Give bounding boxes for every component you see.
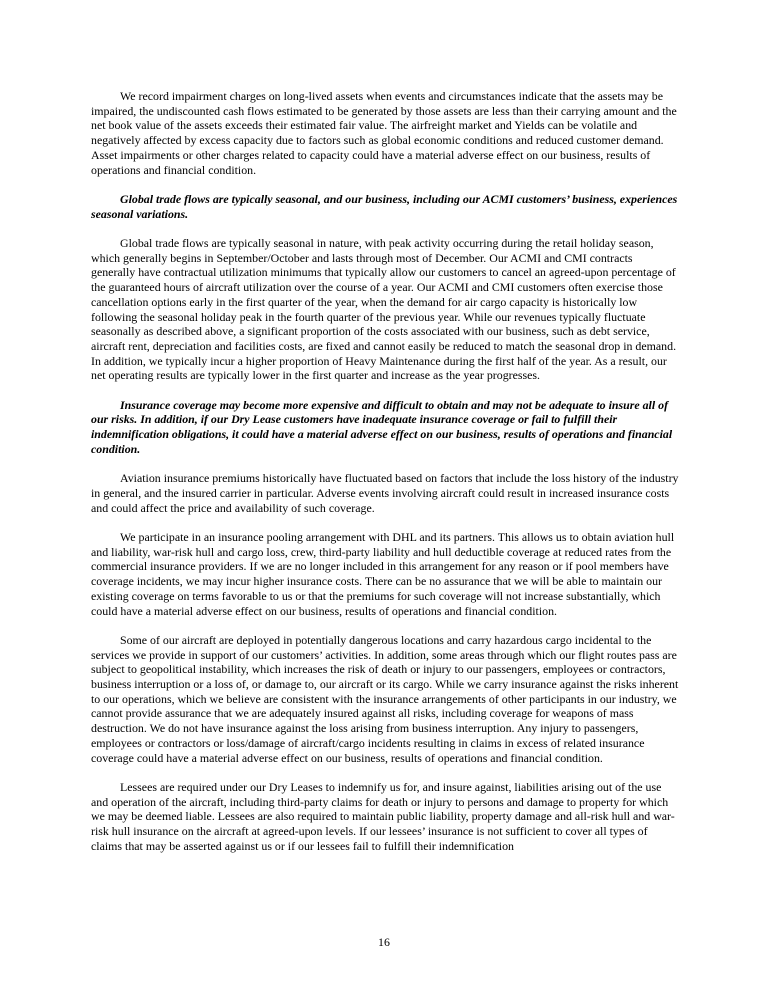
paragraph-dangerous-locations: Some of our aircraft are deployed in potentially dangerous locations and carry hazardous cargo incidental to the services we provide in support of our customers’ activities. In addition, some areas through which our flight routes pass are subject to geopolitical instability, which increases the risk of death or injury to our passengers, employees or contractors, business interruption or a loss of, or damage to, our aircraft or its cargo. While we carry insurance against the risks inherent to our operations, which we believe are consistent with the insurance arrangements of other participants in our industry, we cannot provide assurance that we are adequately insured against all risks, including coverage for weapons of mass destruction. We do not have insurance against the loss arising from business interruption. Any injury to passengers, employees or contractors or loss/damage of aircraft/cargo incidents resulting in claims in excess of related insurance coverage could have a material adverse effect on our business, results of operations and financial condition. bbox=[91, 632, 679, 765]
page-number: 16 bbox=[378, 935, 390, 949]
heading-seasonal-trade: Global trade flows are typically seasonal, and our business, including our ACMI customers’ business, experiences seasonal variations. bbox=[91, 191, 678, 221]
paragraph-impairment: We record impairment charges on long-lived assets when events and circumstances indicate that the assets may be impaired, the undiscounted cash flows estimated to be generated by those assets are less than their carrying amount and the net book value of the assets exceeds their estimated fair value. The airfreight market and Yields can be volatile and negatively affected by excess capacity due to factors such as global economic conditions and reduced customer demand. Asset impairments or other charges related to capacity could have a material adverse effect on our business, results of operations and financial condition. bbox=[91, 89, 677, 177]
paragraph-seasonal: Global trade flows are typically seasonal in nature, with peak activity occurring during the retail holiday season, which generally begins in September/October and lasts through most of December. Our ACMI and CMI contracts generally have contractual utilization minimums that typically allow our customers to cancel an agreed-upon percentage of the guaranteed hours of aircraft utilization over the course of a year. Our ACMI and CMI customers often exercise those cancellation options early in the first quarter of the year, when the demand for air cargo capacity is historically low following the seasonal holiday peak in the fourth quarter of the previous year. While our revenues typically fluctuate seasonally as described above, a significant proportion of the costs associated with our business, such as debt service, aircraft rent, depreciation and facilities costs, are fixed and cannot easily be reduced to match the seasonal drop in demand. In addition, we typically incur a higher proportion of Heavy Maintenance during the first half of the year. As a result, our net operating results are typically lower in the first quarter and increase as the year progresses. bbox=[91, 236, 677, 383]
paragraph-premiums: Aviation insurance premiums historically have fluctuated based on factors that include the loss history of the industry in general, and the insured carrier in particular. Adverse events involving aircraft could result in increased insurance costs and could affect the price and availability of such coverage. bbox=[91, 471, 679, 515]
heading-insurance: Insurance coverage may become more expensive and difficult to obtain and may not be adequate to insure all of our risks. In addition, if our Dry Lease customers have inadequate insurance coverage or fail to fulfill their indemnification obligations, it could have a material adverse effect on our business, results of operations and financial condition. bbox=[91, 397, 673, 456]
paragraph-lessees: Lessees are required under our Dry Leases to indemnify us for, and insure against, liabilities arising out of the use and operation of the aircraft, including third-party claims for death or injury to persons and damage to property for which we may be deemed liable. Lessees are also required to maintain public liability, property damage and all-risk hull and war-risk hull insurance on the aircraft at agreed-upon levels. If our lessees’ insurance is not sufficient to cover all types of claims that may be asserted against us or if our lessees fail to fulfill their indemnification bbox=[91, 779, 675, 853]
document-page bbox=[91, 89, 679, 868]
paragraph-pooling: We participate in an insurance pooling arrangement with DHL and its partners. This allows us to obtain aviation hull and liability, war-risk hull and cargo loss, crew, third-party liability and hull deductible coverage at reduced rates from the commercial insurance providers. If we are no longer included in this arrangement for any reason or if pool members have coverage incidents, we may incur higher insurance costs. There can be no assurance that we will be able to maintain our existing coverage on terms favorable to us or that the premiums for such coverage will not increase substantially, which could have a material adverse effect on our business, results of operations and financial condition. bbox=[91, 530, 675, 618]
